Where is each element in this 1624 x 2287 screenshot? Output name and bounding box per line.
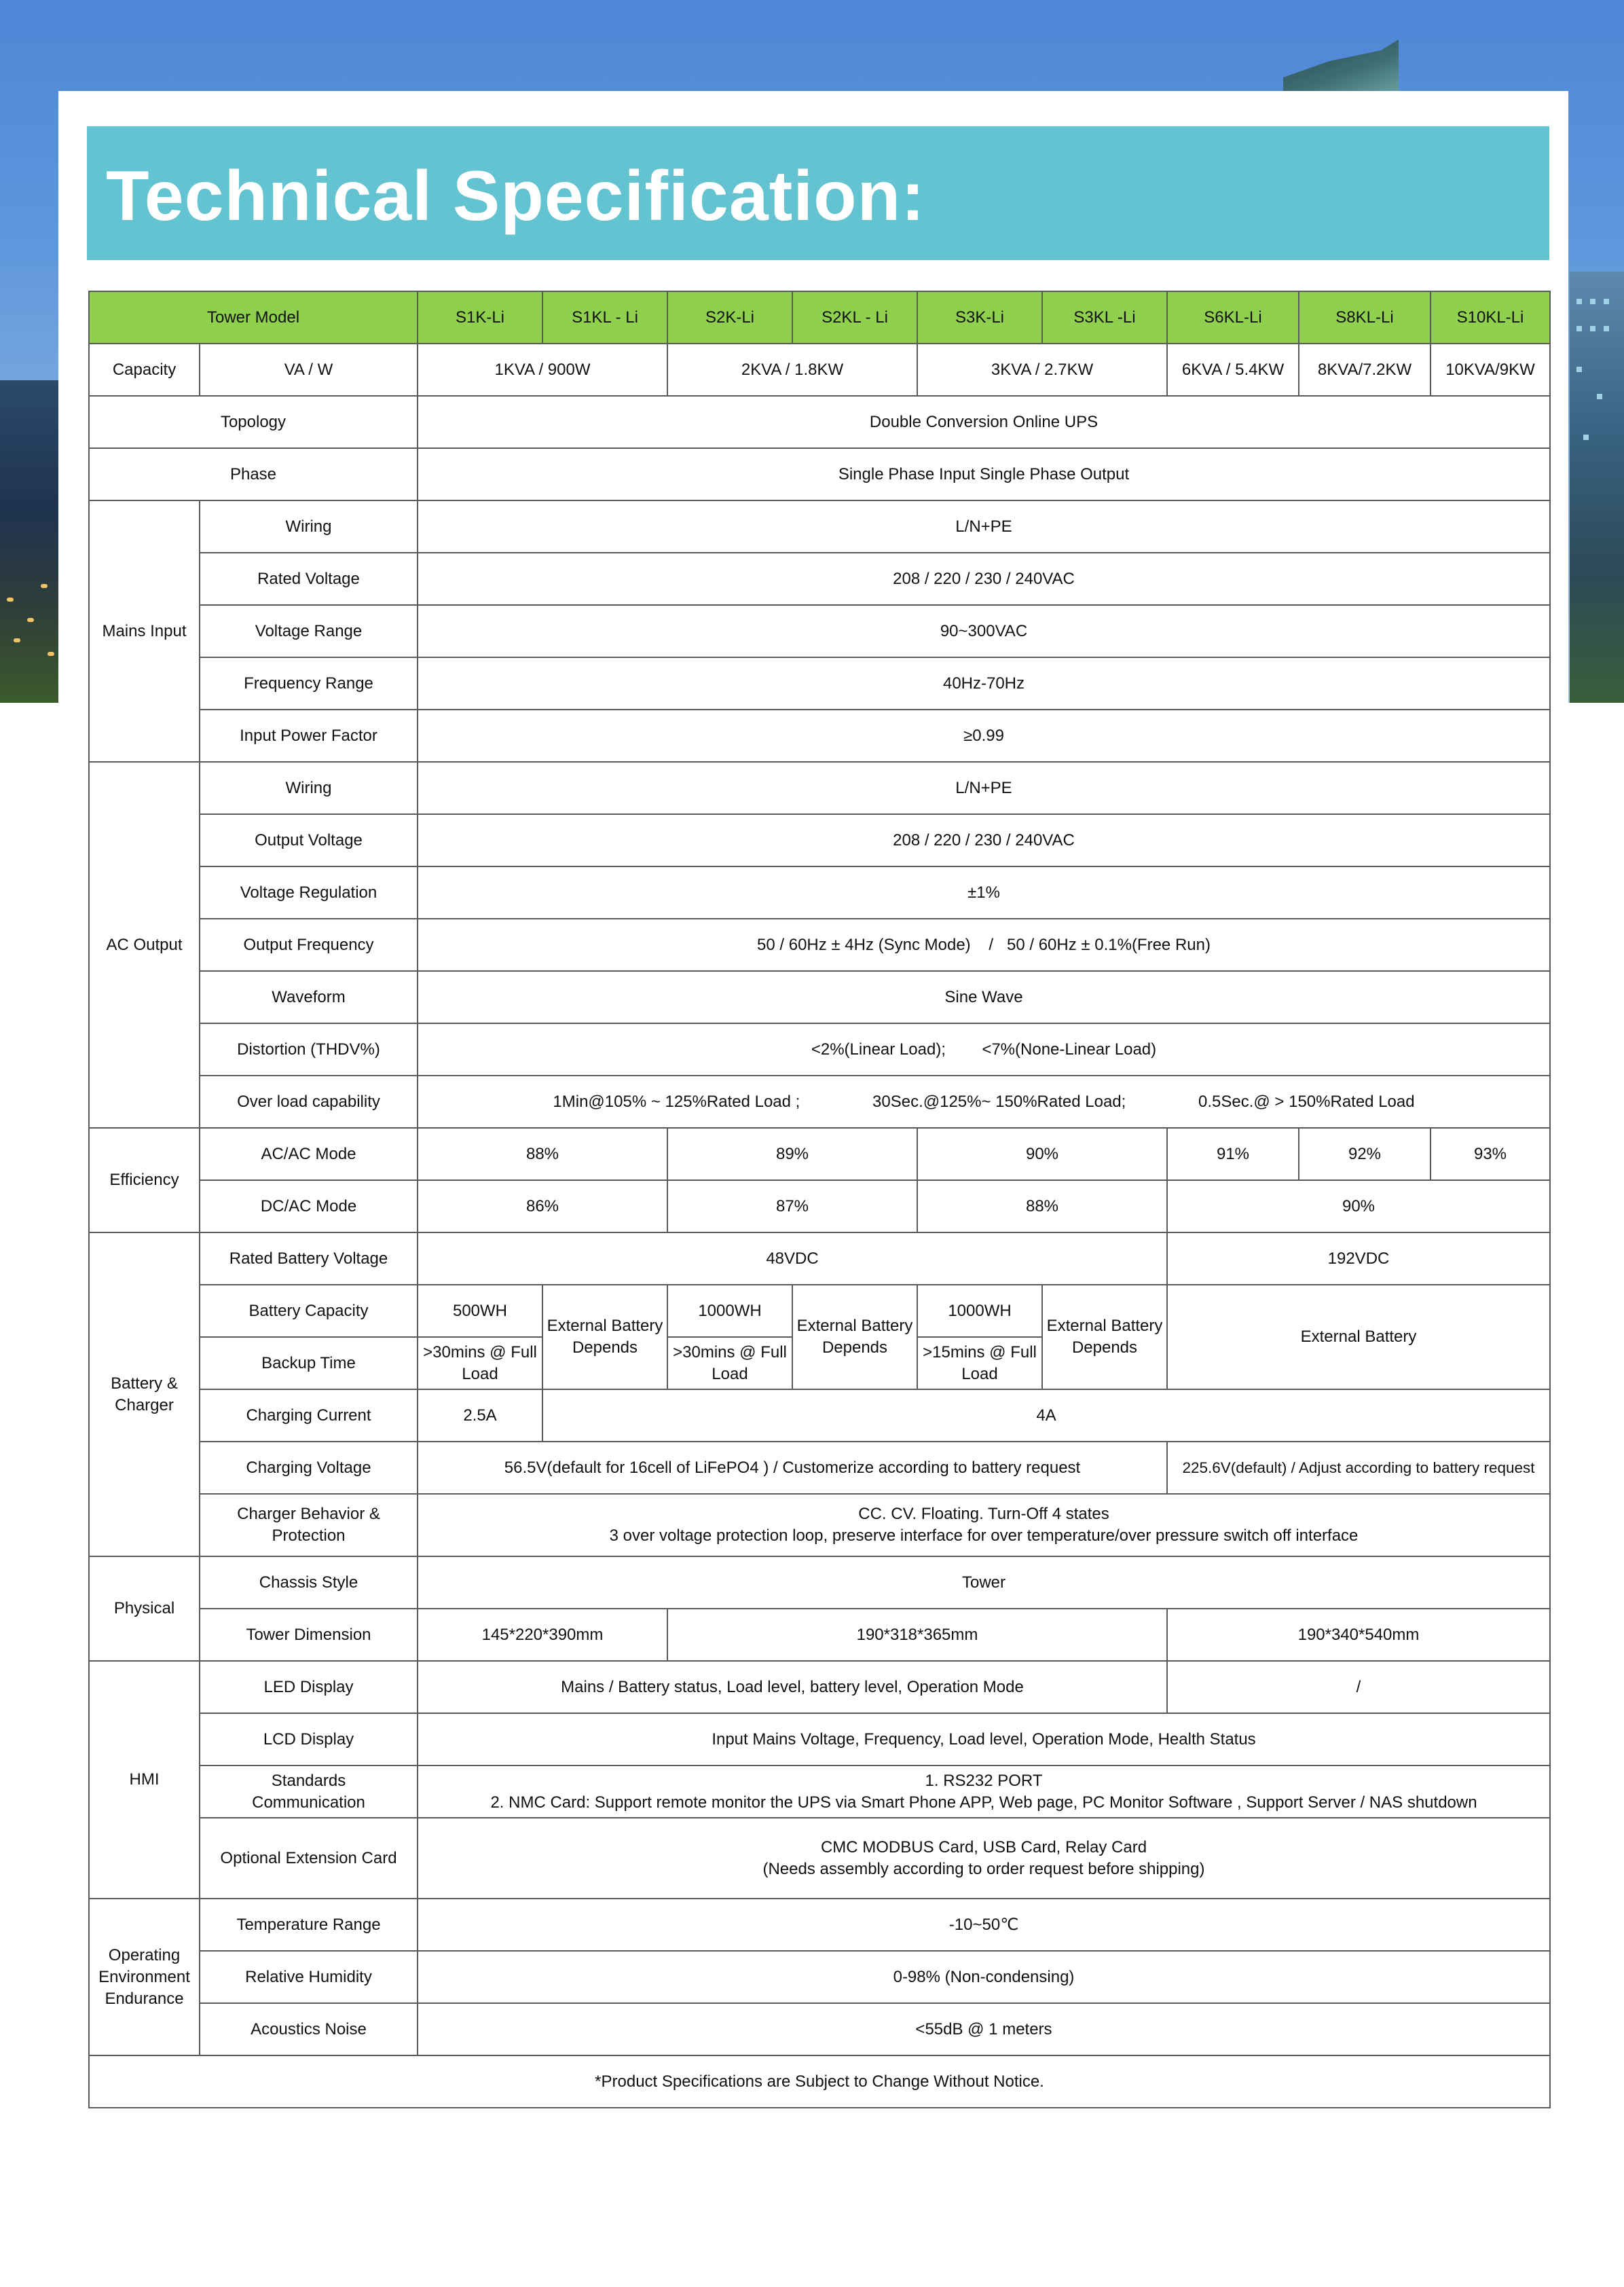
- table-row: [89, 710, 1550, 762]
- cell-value: CMC MODBUS Card, USB Card, Relay Card (Needs assembly according to order request before shipping): [418, 1818, 1550, 1899]
- cell-value: >15mins @ Full Load: [917, 1337, 1042, 1389]
- table-row: [89, 1442, 1550, 1494]
- row-group: AC Output: [89, 762, 200, 1128]
- table-row: [89, 1899, 1550, 1951]
- cell-value: 3KVA / 2.7KW: [917, 344, 1167, 396]
- cell-value: >30mins @ Full Load: [667, 1337, 792, 1389]
- cell-value: Sine Wave: [418, 971, 1550, 1023]
- row-label: Distortion (THDV%): [200, 1023, 418, 1076]
- table-row: [89, 553, 1550, 605]
- cell-value: <2%(Linear Load); <7%(None-Linear Load): [418, 1023, 1550, 1076]
- table-row: [89, 657, 1550, 710]
- cell-value: Single Phase Input Single Phase Output: [418, 448, 1550, 500]
- cell-value: 190*340*540mm: [1167, 1609, 1550, 1661]
- table-row: [89, 1232, 1550, 1285]
- table-row: [89, 500, 1550, 553]
- cell-value: 190*318*365mm: [667, 1609, 1167, 1661]
- model-s1kl: S1KL - Li: [542, 291, 667, 344]
- page-title: Technical Specification:: [106, 157, 925, 236]
- cell-value: 1KVA / 900W: [418, 344, 667, 396]
- cell-value: -10~50℃: [418, 1899, 1550, 1951]
- table-row: [89, 1818, 1550, 1899]
- cell-value: 93%: [1431, 1128, 1550, 1180]
- table-row: [89, 344, 1550, 396]
- model-s10kl: S10KL-Li: [1431, 291, 1550, 344]
- row-label: Backup Time: [200, 1337, 418, 1389]
- row-label: Acoustics Noise: [200, 2003, 418, 2055]
- table-row: [89, 1609, 1550, 1661]
- row-label: Voltage Regulation: [200, 866, 418, 919]
- table-row: [89, 762, 1550, 814]
- background-city-left: [0, 380, 61, 703]
- row-label: Frequency Range: [200, 657, 418, 710]
- table-row: [89, 866, 1550, 919]
- table-row: [89, 1661, 1550, 1713]
- table-row: [89, 1285, 1550, 1337]
- cell-value: 88%: [418, 1128, 667, 1180]
- cell-value: <55dB @ 1 meters: [418, 2003, 1550, 2055]
- row-label: AC/AC Mode: [200, 1128, 418, 1180]
- row-label: Charging Voltage: [200, 1442, 418, 1494]
- cell-value: 1000WH: [667, 1285, 792, 1337]
- header-label: Tower Model: [89, 291, 418, 344]
- cell-value: L/N+PE: [418, 500, 1550, 553]
- table-row: [89, 814, 1550, 866]
- cell-value: External Battery Depends: [1042, 1285, 1167, 1389]
- cell-value: 90%: [917, 1128, 1167, 1180]
- table-row: [89, 396, 1550, 448]
- cell-value: 145*220*390mm: [418, 1609, 667, 1661]
- table-row: [89, 1556, 1550, 1609]
- row-label: Voltage Range: [200, 605, 418, 657]
- cell-value: 40Hz-70Hz: [418, 657, 1550, 710]
- model-s3k: S3K-Li: [917, 291, 1042, 344]
- row-label: VA / W: [200, 344, 418, 396]
- cell-value: 89%: [667, 1128, 917, 1180]
- cell-value: 2.5A: [418, 1389, 542, 1442]
- row-label: Tower Dimension: [200, 1609, 418, 1661]
- cell-value: 1000WH: [917, 1285, 1042, 1337]
- row-label: Phase: [89, 448, 418, 500]
- table-row: [89, 1713, 1550, 1765]
- row-label: Standards Communication: [200, 1765, 418, 1818]
- row-group: Battery & Charger: [89, 1232, 200, 1556]
- row-label: Wiring: [200, 762, 418, 814]
- cell-value: External Battery Depends: [542, 1285, 667, 1389]
- model-s3kl: S3KL -Li: [1042, 291, 1167, 344]
- row-label: Output Voltage: [200, 814, 418, 866]
- cell-value: 91%: [1167, 1128, 1299, 1180]
- row-label: Rated Battery Voltage: [200, 1232, 418, 1285]
- row-label: Wiring: [200, 500, 418, 553]
- row-group: Mains Input: [89, 500, 200, 762]
- model-s8kl: S8KL-Li: [1299, 291, 1431, 344]
- cell-value: Double Conversion Online UPS: [418, 396, 1550, 448]
- table-row: [89, 1951, 1550, 2003]
- cell-value: 225.6V(default) / Adjust according to battery request: [1167, 1442, 1550, 1494]
- cell-value: 192VDC: [1167, 1232, 1550, 1285]
- table-header-row: [89, 291, 1550, 344]
- cell-value: 208 / 220 / 230 / 240VAC: [418, 553, 1550, 605]
- row-label: Temperature Range: [200, 1899, 418, 1951]
- cell-value: 6KVA / 5.4KW: [1167, 344, 1299, 396]
- cell-value: 86%: [418, 1180, 667, 1232]
- model-s6kl: S6KL-Li: [1167, 291, 1299, 344]
- row-label: Input Power Factor: [200, 710, 418, 762]
- model-s2k: S2K-Li: [667, 291, 792, 344]
- row-label: Optional Extension Card: [200, 1818, 418, 1899]
- cell-value: 10KVA/9KW: [1431, 344, 1550, 396]
- title-band: [87, 126, 1549, 260]
- cell-value: 0-98% (Non-condensing): [418, 1951, 1550, 2003]
- table-row: [89, 1180, 1550, 1232]
- cell-value: 1. RS232 PORT 2. NMC Card: Support remote monitor the UPS via Smart Phone APP, Web page, PC Monitor Software , Support Server / NAS shutdown: [418, 1765, 1550, 1818]
- row-label: Rated Voltage: [200, 553, 418, 605]
- cell-value: 208 / 220 / 230 / 240VAC: [418, 814, 1550, 866]
- model-s2kl: S2KL - Li: [792, 291, 917, 344]
- spec-table: [88, 291, 1551, 2108]
- cell-value: 1Min@105% ~ 125%Rated Load ; 30Sec.@125%~ 150%Rated Load; 0.5Sec.@ > 150%Rated Load: [418, 1076, 1550, 1128]
- cell-value: Tower: [418, 1556, 1550, 1609]
- row-group: Physical: [89, 1556, 200, 1661]
- table-row: [89, 1023, 1550, 1076]
- cell-value: 92%: [1299, 1128, 1431, 1180]
- row-group: Operating Environment Endurance: [89, 1899, 200, 2055]
- cell-value: External Battery Depends: [792, 1285, 917, 1389]
- cell-value: Input Mains Voltage, Frequency, Load level, Operation Mode, Health Status: [418, 1713, 1550, 1765]
- cell-value: 87%: [667, 1180, 917, 1232]
- table-row: [89, 1389, 1550, 1442]
- row-label: LED Display: [200, 1661, 418, 1713]
- cell-value: 8KVA/7.2KW: [1299, 344, 1431, 396]
- cell-value: 50 / 60Hz ± 4Hz (Sync Mode) / 50 / 60Hz ± 0.1%(Free Run): [418, 919, 1550, 971]
- cell-value: 90%: [1167, 1180, 1550, 1232]
- row-group: Efficiency: [89, 1128, 200, 1232]
- table-row: [89, 448, 1550, 500]
- cell-value: 48VDC: [418, 1232, 1167, 1285]
- background-city-right: [1570, 272, 1624, 703]
- table-row: [89, 1765, 1550, 1818]
- table-row: [89, 1076, 1550, 1128]
- row-label: Output Frequency: [200, 919, 418, 971]
- footnote: *Product Specifications are Subject to Change Without Notice.: [89, 2055, 1550, 2108]
- cell-value: External Battery: [1167, 1285, 1550, 1389]
- row-label: Charging Current: [200, 1389, 418, 1442]
- table-row: [89, 1494, 1550, 1556]
- table-row: [89, 1128, 1550, 1180]
- cell-value: >30mins @ Full Load: [418, 1337, 542, 1389]
- row-label: Battery Capacity: [200, 1285, 418, 1337]
- table-row: [89, 2003, 1550, 2055]
- row-label: LCD Display: [200, 1713, 418, 1765]
- model-s1k: S1K-Li: [418, 291, 542, 344]
- cell-value: 2KVA / 1.8KW: [667, 344, 917, 396]
- cell-value: 56.5V(default for 16cell of LiFePO4 ) / Customerize according to battery request: [418, 1442, 1167, 1494]
- table-row: [89, 971, 1550, 1023]
- cell-value: 90~300VAC: [418, 605, 1550, 657]
- cell-value: 88%: [917, 1180, 1167, 1232]
- row-group: Capacity: [89, 344, 200, 396]
- cell-value: ≥0.99: [418, 710, 1550, 762]
- cell-value: 4A: [542, 1389, 1550, 1442]
- cell-value: /: [1167, 1661, 1550, 1713]
- row-label: Waveform: [200, 971, 418, 1023]
- cell-value: Mains / Battery status, Load level, battery level, Operation Mode: [418, 1661, 1167, 1713]
- cell-value: L/N+PE: [418, 762, 1550, 814]
- cell-value: 500WH: [418, 1285, 542, 1337]
- row-label: Chassis Style: [200, 1556, 418, 1609]
- row-label: Charger Behavior & Protection: [200, 1494, 418, 1556]
- table-row: [89, 919, 1550, 971]
- row-label: Over load capability: [200, 1076, 418, 1128]
- row-label: Relative Humidity: [200, 1951, 418, 2003]
- cell-value: CC. CV. Floating. Turn-Off 4 states 3 over voltage protection loop, preserve interface for over temperature/over pressure switch off interface: [418, 1494, 1550, 1556]
- row-label: Topology: [89, 396, 418, 448]
- cell-value: ±1%: [418, 866, 1550, 919]
- row-label: DC/AC Mode: [200, 1180, 418, 1232]
- table-row: [89, 605, 1550, 657]
- table-row: [89, 2055, 1550, 2108]
- row-group: HMI: [89, 1661, 200, 1899]
